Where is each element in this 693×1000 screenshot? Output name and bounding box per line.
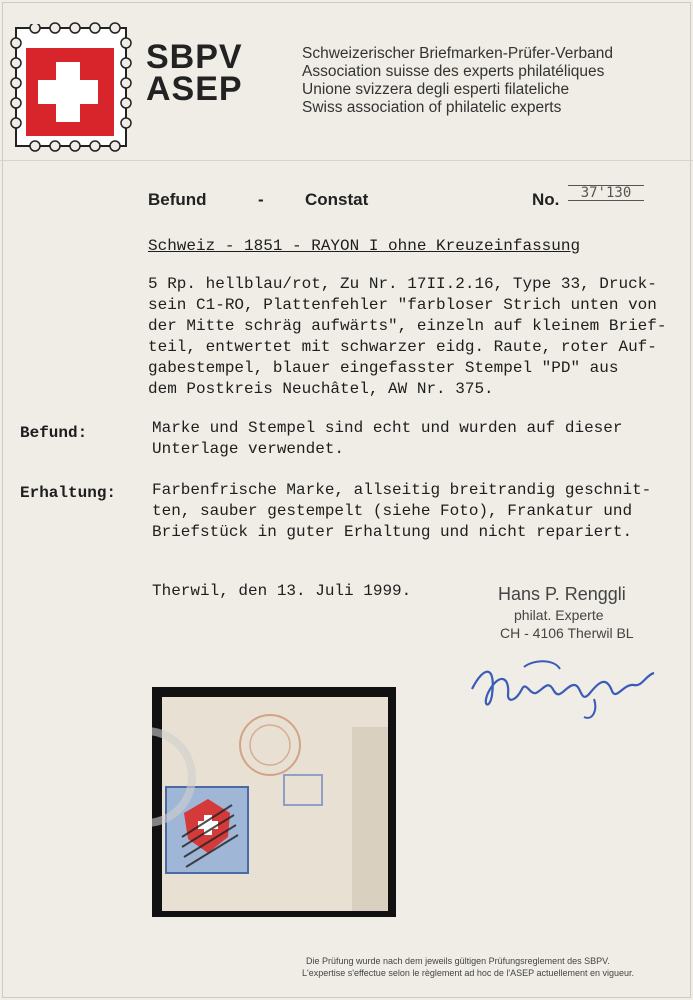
expert-name: Hans P. Renggli	[498, 584, 626, 604]
brand-sbpv: SBPV	[146, 38, 243, 76]
befund-heading: Befund	[148, 190, 207, 209]
heading-dash: -	[258, 190, 264, 209]
erhaltung-label: Erhaltung:	[20, 484, 117, 502]
certificate-number-label: No.	[532, 190, 560, 209]
sbpv-stamp-logo-icon	[10, 18, 140, 158]
association-name-en: Swiss association of philatelic experts	[302, 99, 562, 116]
brand-asep: ASEP	[146, 70, 243, 108]
header-divider	[0, 160, 693, 161]
association-name-it: Unione svizzera degli esperti filateliche	[302, 81, 570, 98]
certificate-number: 37'130	[568, 185, 644, 201]
expert-title: philat. Experte	[514, 607, 604, 623]
place-date: Therwil, den 13. Juli 1999.	[152, 582, 412, 600]
constat-heading: Constat	[305, 190, 369, 209]
erhaltung-text-line: Farbenfrische Marke, allseitig breitrandig geschnit-	[152, 481, 652, 499]
association-name-fr: Association suisse des experts philatéliques	[302, 63, 605, 80]
description-line: sein C1-RO, Plattenfehler "farbloser Strich unten von	[148, 296, 657, 314]
description-line: 5 Rp. hellblau/rot, Zu Nr. 17II.2.16, Type 33, Druck-	[148, 275, 657, 293]
footer-line-fr: L'expertise s'effectue selon le règlement ad hoc de l'ASEP actuellement en vigueur.	[302, 968, 635, 978]
erhaltung-text-line: Briefstück in guter Erhaltung und nicht repariert.	[152, 523, 633, 541]
association-name-de: Schweizerischer Briefmarken-Prüfer-Verband	[302, 45, 613, 62]
stamp-photo	[152, 687, 396, 917]
description-line: der Mitte schräg aufwärts", einzeln auf kleinem Brief-	[148, 317, 667, 335]
description-line: teil, entwertet mit schwarzer eidg. Raute, roter Auf-	[148, 338, 657, 356]
expert-address: CH - 4106 Therwil BL	[500, 625, 634, 641]
description-line: gabestempel, blauer eingefasster Stempel "PD" aus	[148, 359, 619, 377]
befund-text-line: Unterlage verwendet.	[152, 440, 345, 458]
footer-line-de: Die Prüfung wurde nach dem jeweils gültigen Prüfungsreglement des SBPV.	[306, 956, 610, 966]
description-line: dem Postkreis Neuchâtel, AW Nr. 375.	[148, 380, 494, 398]
handwritten-signature-icon	[464, 645, 664, 725]
erhaltung-text-line: ten, sauber gestempelt (siehe Foto), Frankatur und	[152, 502, 633, 520]
stamp-headline: Schweiz - 1851 - RAYON I ohne Kreuzeinfassung	[148, 237, 581, 255]
befund-label: Befund:	[20, 424, 88, 442]
befund-text-line: Marke und Stempel sind echt und wurden auf dieser	[152, 419, 623, 437]
